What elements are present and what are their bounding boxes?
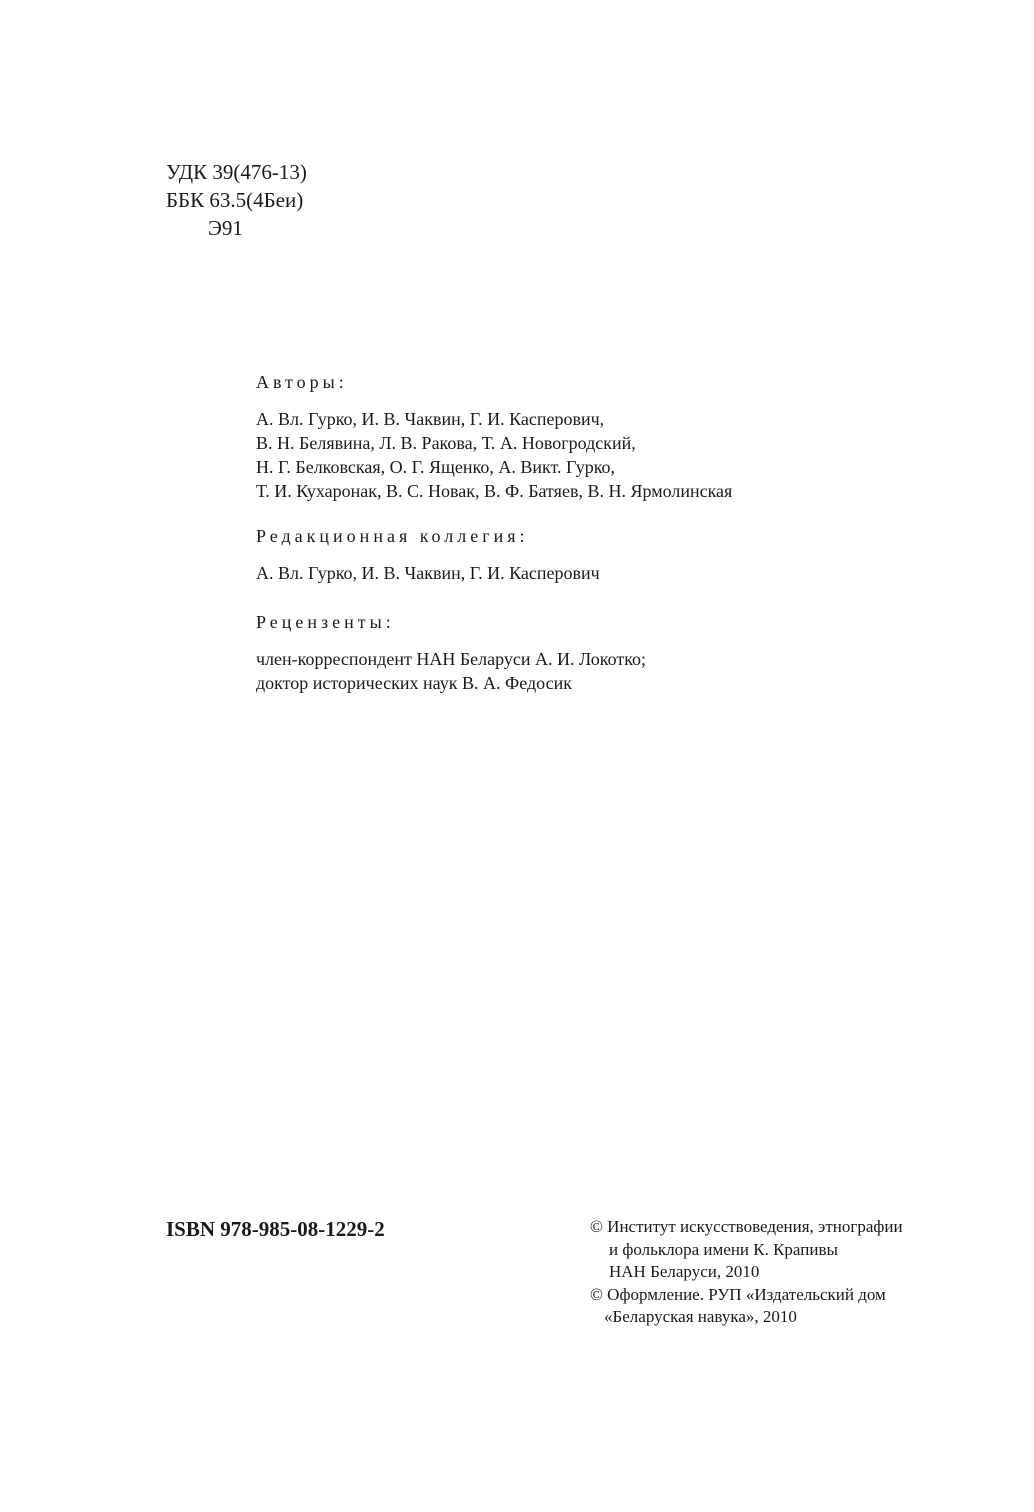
authors-line: Т. И. Кухаронак, В. С. Новак, В. Ф. Батяев, В. Н. Ярмолинская bbox=[256, 481, 733, 501]
authors-line: А. Вл. Гурко, И. В. Чаквин, Г. И. Касперович, bbox=[256, 409, 605, 429]
copyright-line: © Институт искусствоведения, этнографии bbox=[590, 1217, 903, 1236]
copyright-line: НАН Беларуси, 2010 bbox=[609, 1262, 760, 1281]
isbn-number: ISBN 978-985-08-1229-2 bbox=[166, 1217, 385, 1241]
authors-line: Н. Г. Белковская, О. Г. Ященко, А. Викт. Гурко, bbox=[256, 457, 616, 477]
copyright-line: «Беларуская навука», 2010 bbox=[604, 1307, 797, 1326]
copyright-line: © Оформление. РУП «Издательский дом bbox=[590, 1284, 886, 1304]
editorial-board-line: А. Вл. Гурко, И. В. Чаквин, Г. И. Касперович bbox=[256, 563, 600, 583]
bbk-code: ББК 63.5(4Беи) bbox=[166, 188, 304, 212]
reviewers-line: доктор исторических наук В. А. Федосик bbox=[256, 673, 572, 693]
authors-section bbox=[256, 370, 732, 503]
copyright-line: и фольклора имени К. Крапивы bbox=[609, 1239, 838, 1259]
udk-code: УДК 39(476-13) bbox=[166, 160, 307, 184]
reviewers-section bbox=[256, 610, 646, 695]
authors-heading: Авторы: bbox=[256, 372, 348, 392]
reviewers-heading: Рецензенты: bbox=[256, 612, 395, 632]
editorial-board-heading: Редакционная коллегия: bbox=[256, 526, 529, 546]
authors-line: В. Н. Белявина, Л. В. Ракова, Т. А. Новогродский, bbox=[256, 433, 636, 453]
reviewers-line: член-корреспондент НАН Беларуси А. И. Локотко; bbox=[256, 649, 647, 669]
editorial-board-section bbox=[256, 524, 600, 585]
author-mark: Э91 bbox=[208, 216, 243, 240]
classification-block bbox=[166, 158, 307, 242]
copyright-block bbox=[590, 1216, 903, 1329]
